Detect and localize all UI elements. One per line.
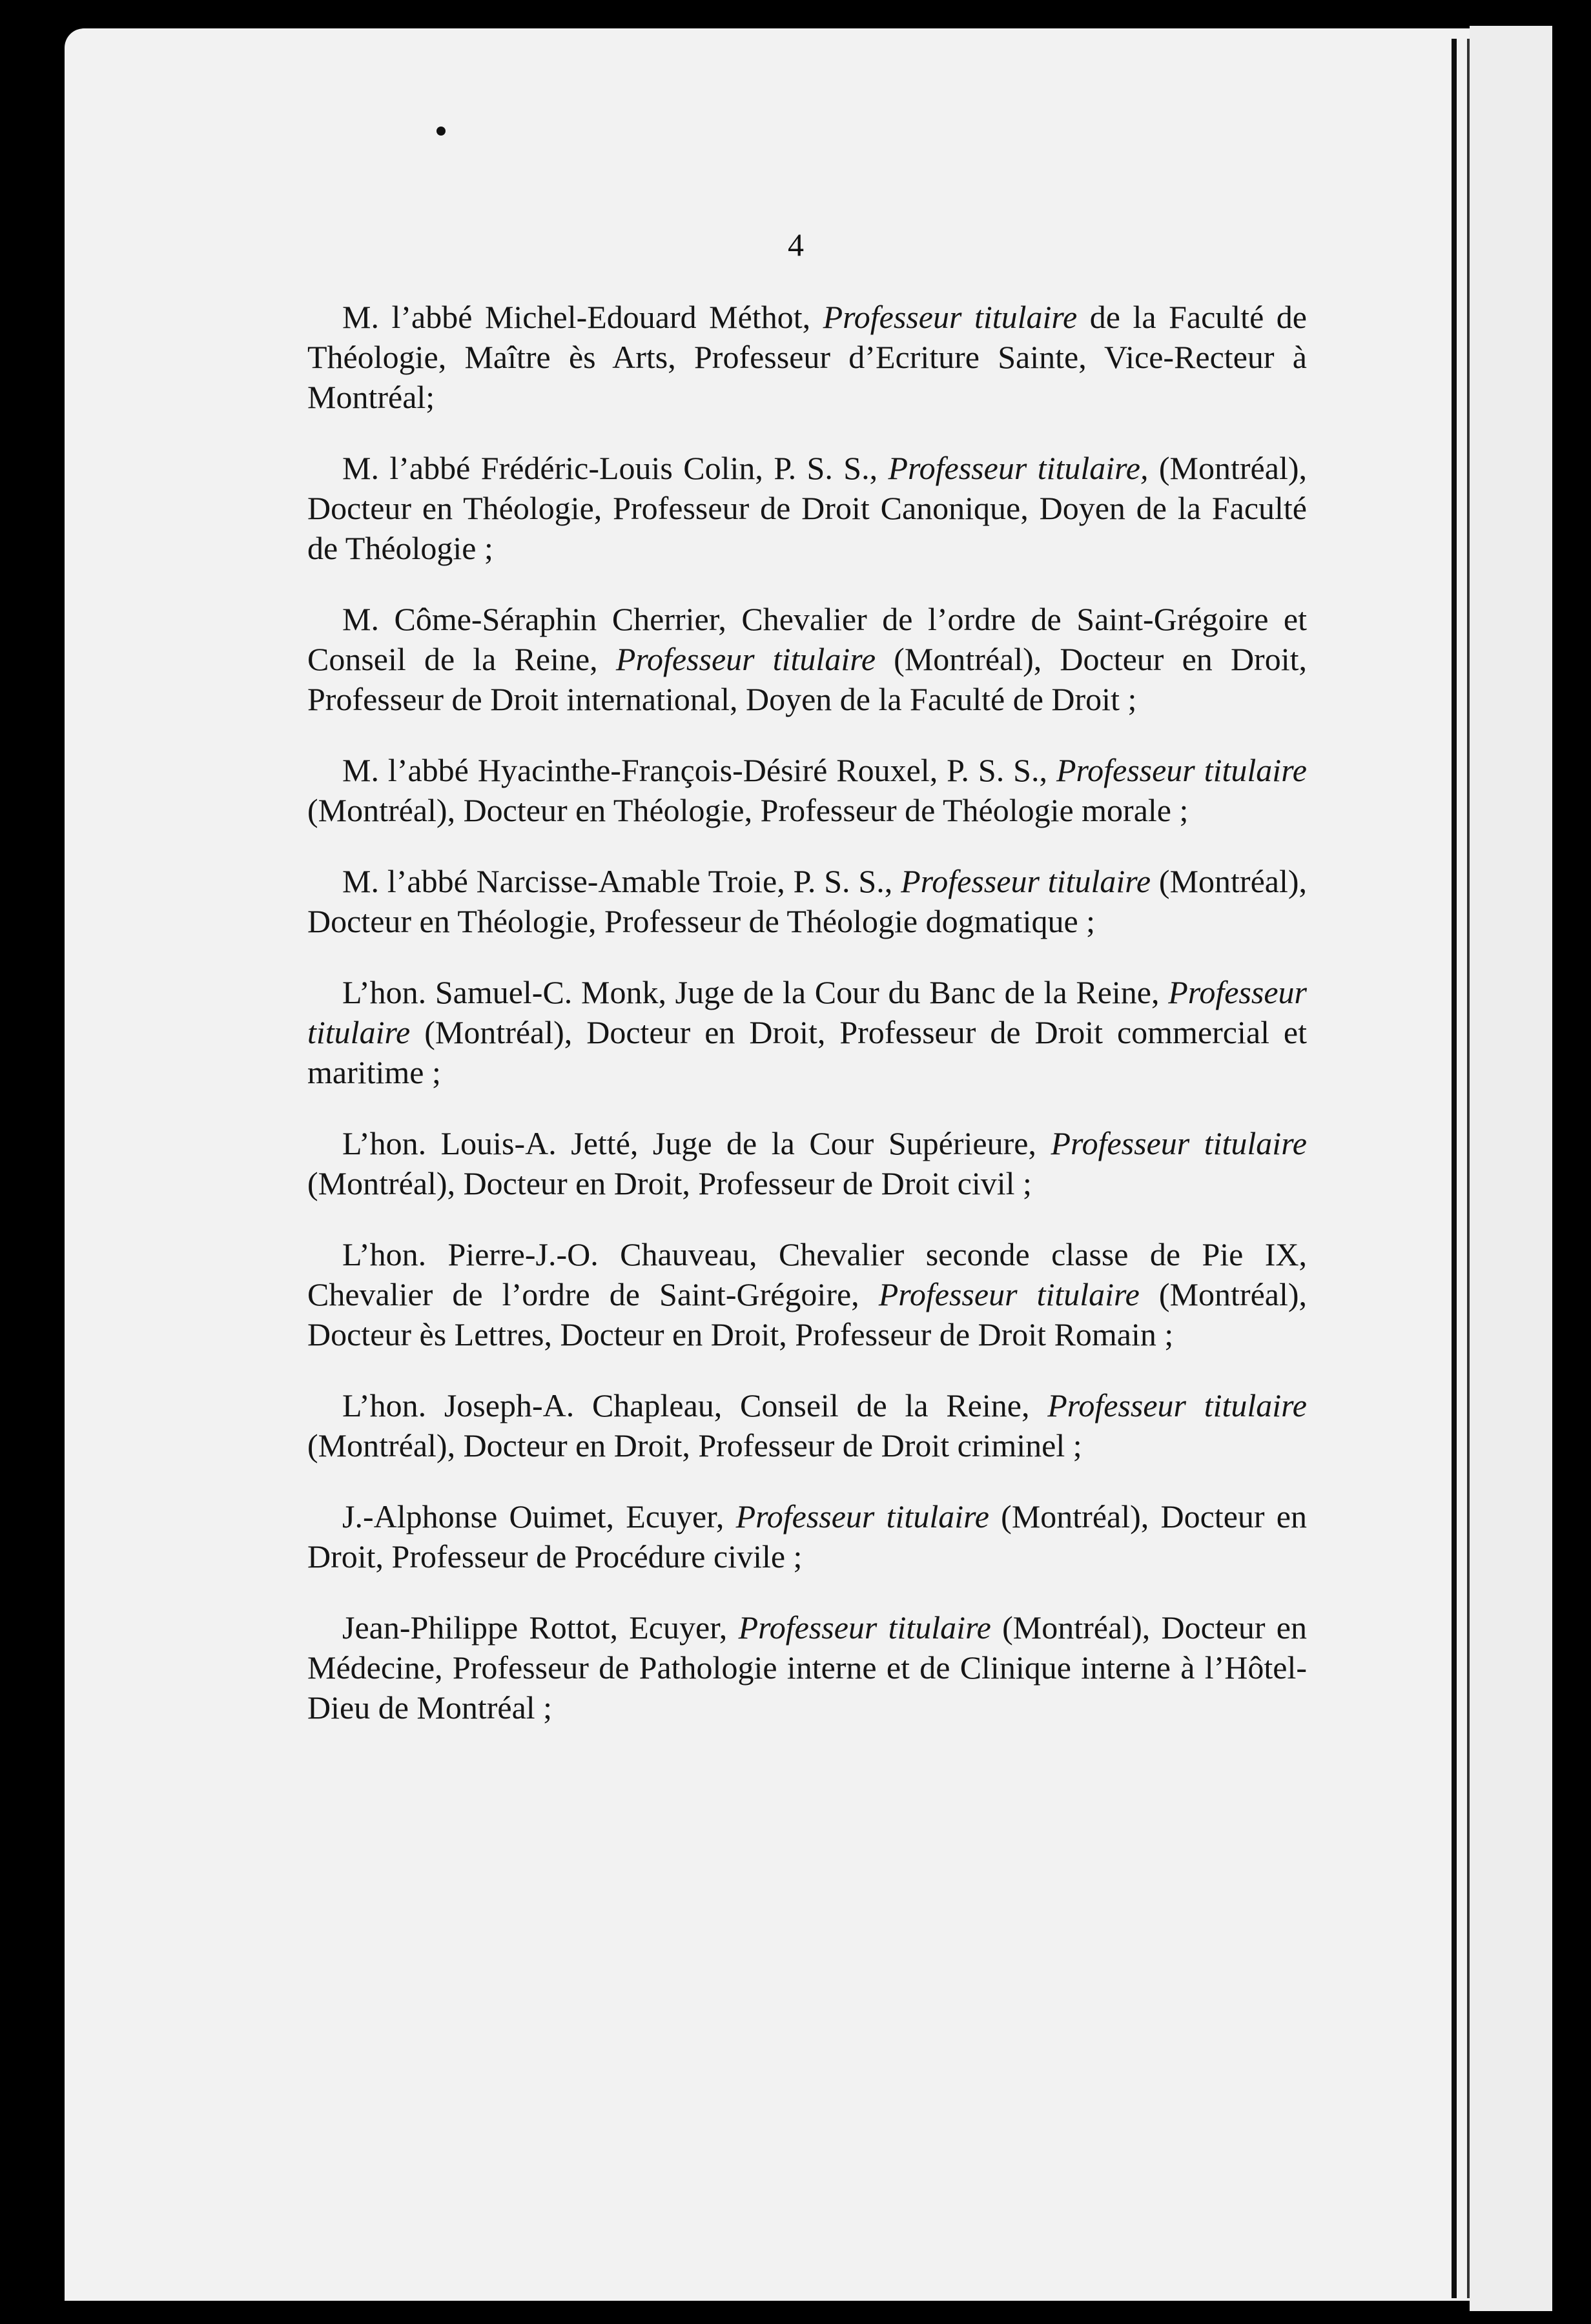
gutter-line xyxy=(1452,39,1457,2298)
entry-text: M. l’abbé Frédéric-Louis Colin, P. S. S., xyxy=(342,450,888,486)
entry-title: Professeur titulaire xyxy=(738,1609,991,1646)
page-number: 4 xyxy=(788,227,804,263)
entry-title: Professeur titulaire xyxy=(615,641,876,677)
faculty-entry xyxy=(307,1607,1307,1728)
faculty-entry xyxy=(307,750,1307,830)
faculty-entry xyxy=(307,599,1307,719)
faculty-entry xyxy=(307,972,1307,1092)
entry-title: Professeur titulaire xyxy=(1056,752,1307,788)
entry-text: M. l’abbé Michel-Edouard Méthot, xyxy=(342,299,823,335)
faculty-entry xyxy=(307,861,1307,941)
entry-title: Professeur titulaire xyxy=(823,299,1078,335)
ink-speck xyxy=(436,127,446,136)
entry-title: Professeur titulaire xyxy=(878,1276,1140,1312)
gutter-line-inner xyxy=(1467,39,1470,2298)
entry-text: L’hon. Samuel-C. Monk, Juge de la Cour du Banc de la Reine, xyxy=(342,974,1169,1010)
entry-text: M. Côme-Séraphin Cherrier, Chevalier de l’ordre de Saint-Grégoire et Conseil de la Reine, xyxy=(307,601,1307,677)
entry-text: J.-Alphonse Ouimet, Ecuyer, xyxy=(342,1498,736,1534)
entry-text: de la Faculté de Théologie, Maître ès Arts, Professeur d’Ecriture Sainte, Vice-Recteur à Montréal; xyxy=(307,299,1307,415)
faculty-entry xyxy=(307,1234,1307,1354)
entry-text: (Montréal), Docteur en Droit, Professeur de Droit civil ; xyxy=(307,1165,1032,1201)
entry-text: (Montréal), Docteur en Droit, Professeur de Droit international, Doyen de la Faculté de Droit ; xyxy=(307,641,1307,717)
entry-text: (Montréal), Docteur en Théologie, Professeur de Droit Canonique, Doyen de la Faculté de Théologie ; xyxy=(307,450,1307,566)
entry-text: (Montréal), Docteur en Droit, Professeur de Droit commercial et maritime ; xyxy=(307,1014,1307,1090)
entry-text: (Montréal), Docteur en Droit, Professeur de Droit criminel ; xyxy=(307,1427,1082,1463)
entry-text: (Montréal), Docteur en Théologie, Professeur de Théologie dogmatique ; xyxy=(307,863,1308,939)
faculty-list xyxy=(307,297,1307,1758)
entry-title: Professeur titulaire xyxy=(735,1498,989,1534)
binding-spine xyxy=(1470,26,1552,2311)
entry-text: (Montréal), Docteur en Droit, Professeur de Procédure civile ; xyxy=(307,1498,1307,1575)
entry-title: Professeur titulaire xyxy=(307,974,1307,1050)
entry-title: Professeur titulaire xyxy=(901,863,1151,899)
entry-text: M. l’abbé Narcisse-Amable Troie, P. S. S., xyxy=(342,863,901,899)
entry-text: M. l’abbé Hyacinthe-François-Désiré Rouxel, P. S. S., xyxy=(342,752,1056,788)
entry-title: Professeur titulaire xyxy=(1051,1125,1307,1161)
entry-text: L’hon. Pierre-J.-O. Chauveau, Chevalier seconde classe de Pie IX, Chevalier de l’ordre de Saint-Grégoire, xyxy=(307,1236,1307,1312)
faculty-entry xyxy=(307,1385,1307,1465)
entry-text: (Montréal), Docteur en Théologie, Professeur de Théologie morale ; xyxy=(307,792,1189,828)
entry-text: L’hon. Louis-A. Jetté, Juge de la Cour Supérieure, xyxy=(342,1125,1051,1161)
entry-text: Jean-Philippe Rottot, Ecuyer, xyxy=(342,1609,739,1646)
entry-title: Professeur titulaire xyxy=(1047,1387,1307,1423)
entry-text: (Montréal), Docteur en Médecine, Professeur de Pathologie interne et de Clinique interne à l’Hôtel-Dieu de Montréal ; xyxy=(307,1609,1307,1726)
entry-text: L’hon. Joseph-A. Chapleau, Conseil de la Reine, xyxy=(342,1387,1048,1423)
faculty-entry xyxy=(307,297,1307,417)
faculty-entry xyxy=(307,448,1307,568)
entry-title: Professeur titulaire, xyxy=(888,450,1149,486)
entry-text: (Montréal), Docteur ès Lettres, Docteur en Droit, Professeur de Droit Romain ; xyxy=(307,1276,1308,1352)
faculty-entry xyxy=(307,1496,1307,1576)
faculty-entry xyxy=(307,1123,1307,1203)
